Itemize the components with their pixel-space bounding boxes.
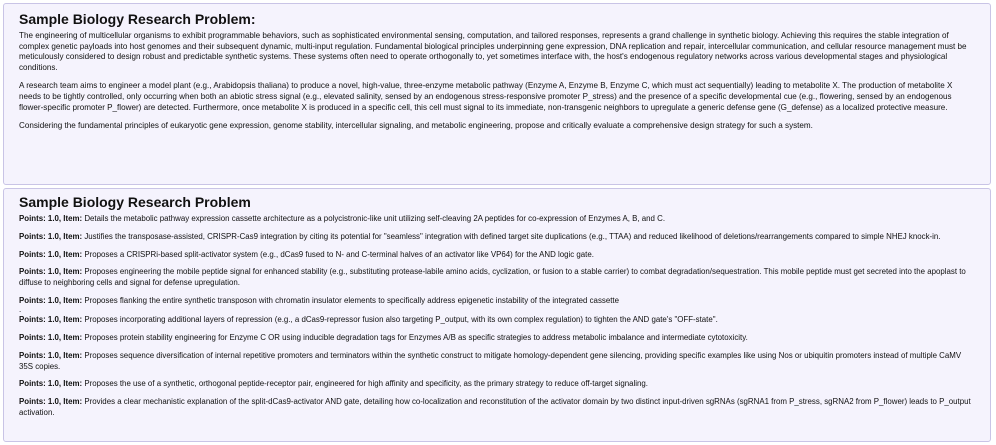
stray-mark: . bbox=[19, 305, 22, 315]
rubric-item bbox=[19, 379, 976, 390]
rubric-item-text: Proposes the use of a synthetic, orthogonal peptide-receptor pair, engineered for high affinity and specificity, as the primary strategy to reduce off-target signaling. bbox=[82, 379, 648, 389]
points-label: Points: 1.0, Item: bbox=[19, 267, 83, 277]
rubric-panel bbox=[3, 188, 991, 442]
points-label: Points: 1.0, Item: bbox=[19, 379, 83, 389]
points-label: Points: 1.0, Item: bbox=[19, 351, 83, 361]
rubric-item bbox=[19, 397, 976, 418]
points-label: Points: 1.0, Item: bbox=[19, 397, 83, 407]
rubric-item-text: Details the metabolic pathway expression cassette architecture as a polycistronic-like unit utilizing self-cleaving 2A peptides for co-expression of Enzymes A, B, and C. bbox=[82, 214, 666, 223]
rubric-item-text: Provides a clear mechanistic explanation of the split-dCas9-activator AND gate, detailing how co-localization and reconstitution of the activator domain by two distinct input-driven sgRNAs (sgRNA1 from P_stress, sgRNA2 from P_flower) leads to P_output activation. bbox=[19, 397, 971, 417]
problem-panel bbox=[3, 3, 991, 185]
rubric-item bbox=[19, 267, 976, 288]
rubric-title: Sample Biology Research Problem bbox=[19, 194, 251, 210]
rubric-item-text: Proposes sequence diversification of internal repetitive promoters and terminators within the synthetic construct to mitigate homology-dependent gene silencing, providing specific examples like using Nos or ubiquitin promoters instead of multiple CaMV 35S copies. bbox=[19, 351, 962, 371]
rubric-item bbox=[19, 250, 976, 261]
rubric-item-text: Justifies the transposase-assisted, CRISPR-Cas9 integration by citing its potential for "seamless" integration with defined target site duplications (e.g., TTAA) and reduced likelihood of deletions/rearrangements compared to simple NHEJ knock-in. bbox=[82, 231, 941, 241]
rubric-item bbox=[19, 315, 976, 326]
points-label: Points: 1.0, Item: bbox=[19, 315, 83, 325]
rubric-item bbox=[19, 333, 976, 344]
rubric-item-text: Proposes flanking the entire synthetic transposon with chromatin insulator elements to specifically address epigenetic instability of the integrated cassette bbox=[82, 295, 619, 305]
rubric-item bbox=[19, 296, 976, 307]
problem-paragraph: A research team aims to engineer a model plant (e.g., Arabidopsis thaliana) to produce a novel, high-value, three-enzyme metabolic pathway (Enzyme A, Enzyme B, Enzyme C, which must act sequentially) leading to metabolite X. The production of metabolite X needs to be tightly controlled, only occurring when both an abiotic stress signal (e.g., elevated salinity, sensed by an endogenous stress-responsive promoter P_stress) and the presence of a specific developmental cue (e.g., flowering, sensed by an endogenous flower-specific promoter P_flower) are detected. Furthermore, once metabolite X is produced in a specific cell, this cell must signal to its immediate, non-transgenic neighbors to upregulate a generic defense gene (G_defense) as a localized protective measure. bbox=[19, 81, 953, 112]
points-label: Points: 1.0, Item: bbox=[19, 214, 83, 223]
rubric-item-text: Proposes incorporating additional layers of repression (e.g., a dCas9-repressor fusion also targeting P_output, with its own complex regulation) to tighten the AND gate's "OFF-state". bbox=[82, 315, 718, 325]
problem-title: Sample Biology Research Problem: bbox=[19, 11, 256, 27]
points-label: Points: 1.0, Item: bbox=[19, 249, 83, 259]
rubric-item bbox=[19, 232, 976, 243]
rubric-item bbox=[19, 351, 976, 372]
problem-paragraph: The engineering of multicellular organisms to exhibit programmable behaviors, such as sophisticated environmental sensing, computation, and tailored responses, represents a grand challenge in synthetic biology. Achieving this requires the stable integration of complex genetic payloads into host genomes and their subsequent dynamic, multi-input regulation. Fundamental biological principles underpinning gene expression, DNA replication and repair, intercellular communication, and cellular resource management must be meticulously considered to design robust and predictable synthetic systems. These systems often need to operate orthogonally to, yet sometimes interface with, the host's endogenous regulatory networks across various developmental stages and physiological conditions. bbox=[19, 31, 967, 72]
rubric-item-text: Proposes a CRISPRi-based split-activator system (e.g., dCas9 fused to N- and C-terminal halves of an activator like VP64) for the AND logic gate. bbox=[82, 249, 594, 259]
rubric-item-text: Proposes engineering the mobile peptide signal for enhanced stability (e.g., substituting protease-labile amino acids, cyclization, or fusion to a stable carrier) to combat degradation/sequestration. This mobile peptide must get secreted into the apoplast to diffuse to neighboring cells and signal for defense upregulation. bbox=[19, 267, 966, 287]
points-label: Points: 1.0, Item: bbox=[19, 333, 83, 343]
rubric-item-text: Proposes protein stability engineering for Enzyme C OR using inducible degradation tags for Enzymes A/B as specific strategies to address metabolic imbalance and intermediate cytotoxicity. bbox=[82, 333, 748, 343]
problem-question: Considering the fundamental principles of eukaryotic gene expression, genome stability, intercellular signaling, and metabolic engineering, propose and critically evaluate a comprehensive design strategy for such a system. bbox=[19, 121, 813, 131]
rubric-item bbox=[19, 214, 976, 225]
points-label: Points: 1.0, Item: bbox=[19, 295, 83, 305]
points-label: Points: 1.0, Item: bbox=[19, 231, 83, 241]
